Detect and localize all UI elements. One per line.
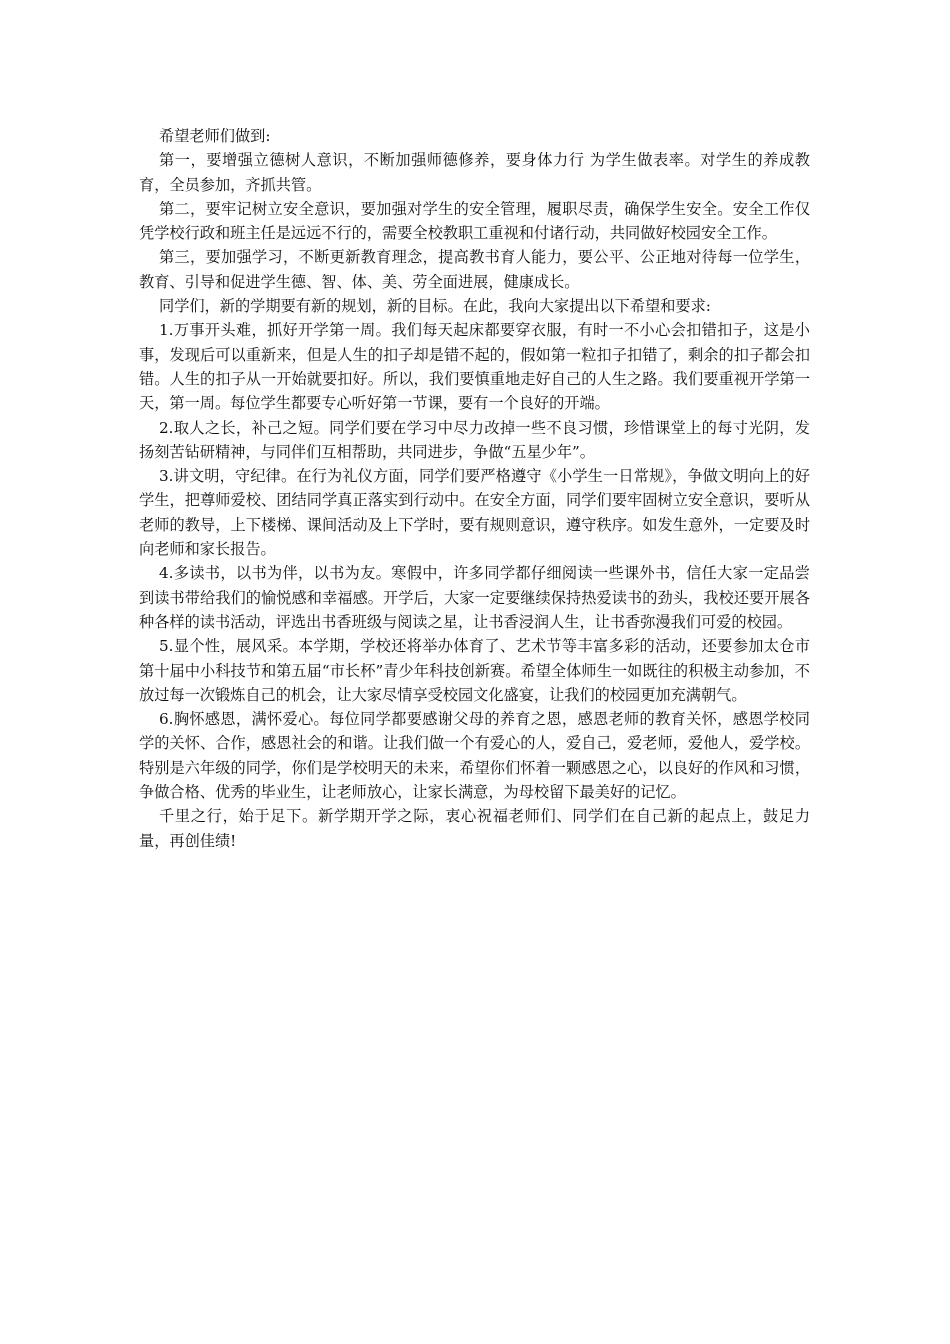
paragraph-student-item-6: 6.胸怀感恩，满怀爱心。每位同学都要感谢父母的养育之恩，感恩老师的教育关怀，感恩学校同学的关怀、合作，感恩社会的和谐。让我们做一个有爱心的人，爱自己，爱老师，爱他人，爱学校。特别是六年级的同学，你们是学校明天的未来，希望你们怀着一颗感恩之心，以良好的作风和习惯，争做合格、优秀的毕业生，让老师放心，让家长满意，为母校留下最美好的记忆。 <box>139 710 810 802</box>
paragraph-student-item-1: 1.万事开头难，抓好开学第一周。我们每天起床都要穿衣服，有时一不小心会扣错扣子，这是小事，发现后可以重新来，但是人生的扣子却是错不起的，假如第一粒扣子扣错了，剩余的扣子都会扣错。人生的扣子从一开始就要扣好。所以，我们要慎重地走好自己的人生之路。我们要重视开学第一天，第一周。每位学生都要专心听好第一节课，要有一个良好的开端。 <box>139 321 810 413</box>
paragraph-student-intro: 同学们，新的学期要有新的规划，新的目标。在此，我向大家提出以下希望和要求: <box>159 297 711 316</box>
paragraph-teacher-point-1: 第一，要增强立德树人意识，不断加强师德修养，要身体力行 为学生做表率。对学生的养成教育，全员参加，齐抓共管。 <box>139 151 810 194</box>
paragraph-student-item-2: 2.取人之长，补己之短。同学们要在学习中尽力改掉一些不良习惯，珍惜课堂上的每寸光阴，发扬刻苦钻研精神，与同伴们互相帮助，共同进步，争做“五星少年”。 <box>139 418 810 461</box>
paragraph-teacher-point-3: 第三，要加强学习，不断更新教育理念，提高教书育人能力，要公平、公正地对待每一位学生，教育、引导和促进学生德、智、体、美、劳全面进展，健康成长。 <box>139 248 810 291</box>
paragraph-closing: 千里之行，始于足下。新学期开学之际，衷心祝福老师们、同学们在自己新的起点上，鼓足力量，再创佳绩! <box>139 807 810 850</box>
paragraph-teacher-point-2: 第二，要牢记树立安全意识，要加强对学生的安全管理，履职尽责，确保学生安全。安全工作仅凭学校行政和班主任是远远不行的，需要全校教职工重视和付诸行动，共同做好校园安全工作。 <box>139 199 810 243</box>
paragraph-student-item-4: 4.多读书，以书为伴，以书为友。寒假中，许多同学都仔细阅读一些课外书，信任大家一定品尝到读书带给我们的愉悦感和幸福感。开学后，大家一定要继续保持热爱读书的劲头，我校还要开展各种各样的读书活动，评选出书香班级与阅读之星，让书香浸润人生，让书香弥漫我们可爱的校园。 <box>139 564 810 631</box>
paragraph-student-item-5: 5.显个性，展风采。本学期，学校还将举办体育了、艺术节等丰富多彩的活动，还要参加太仓市第十届中小科技节和第五届“市长杯”青少年科技创新赛。希望全体师生一如既往的积极主动参加，不放过每一次锻炼自己的机会，让大家尽情享受校园文化盛宴，让我们的校园更加充满朝气。 <box>139 637 810 704</box>
paragraph-student-item-3: 3.讲文明，守纪律。在行为礼仪方面，同学们要严格遵守《小学生一日常规》，争做文明向上的好学生，把尊师爱校、团结同学真正落实到行动中。在安全方面，同学们要牢固树立安全意识，要听从老师的教导，上下楼梯、课间活动及上下学时，要有规则意识，遵守秩序。如发生意外，一定要及时向老师和家长报告。 <box>139 467 810 559</box>
paragraph-teacher-intro: 希望老师们做到: <box>159 127 271 145</box>
document-body <box>139 124 810 853</box>
